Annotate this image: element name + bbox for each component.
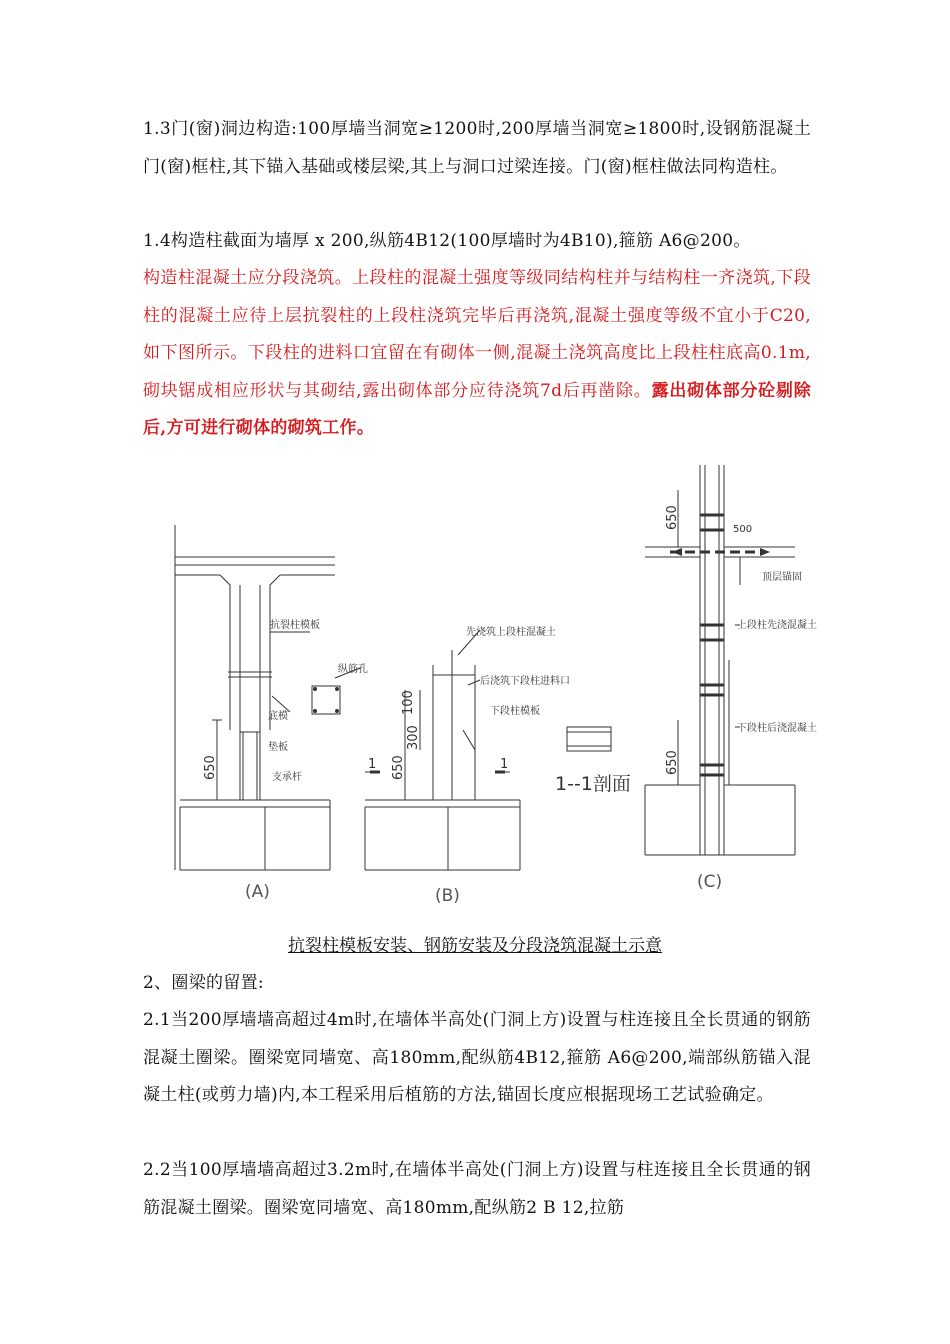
label-pad: 垫板 — [268, 742, 288, 753]
paragraph-1-4: 1.4构造柱截面为墙厚 x 200,纵筋4B12(100厚墙时为4B10),箍筋 A6@200。 — [143, 231, 751, 251]
label-formwork: 抗裂柱模板 — [270, 620, 320, 631]
dim-650-a: 650 — [203, 755, 218, 780]
paragraph-red-note — [143, 260, 811, 448]
label-c-anchor: 顶层锚固 — [762, 572, 802, 583]
dim-300-b: 300 — [406, 725, 421, 750]
label-bottom-form: 底模 — [268, 711, 288, 722]
label-b-top-concrete: 先浇筑上段柱混凝土 — [466, 627, 556, 638]
label-support: 支承杆 — [272, 772, 302, 783]
label-c-bottom-concrete: 下段柱后浇混凝土 — [737, 723, 817, 734]
figure-caption: 抗裂柱模板安装、钢筋安装及分段浇筑混凝土示意 — [288, 936, 662, 956]
label-b-formwork: 下段柱模板 — [490, 706, 540, 717]
label-c-top-concrete: 上段柱先浇混凝土 — [737, 620, 817, 631]
column-figure — [0, 450, 950, 920]
figure-label-b: (B) — [435, 886, 460, 906]
section-label: 1--1剖面 — [555, 773, 631, 795]
section-mark-right: 1 — [500, 757, 509, 772]
label-b-inlet: 后浇筑下段柱进料口 — [480, 676, 570, 687]
dim-650-b: 650 — [391, 755, 406, 780]
red-note-bold: 露出砌体部分砼剔除后,方可进行砌体的砌筑工作。 — [143, 380, 811, 438]
label-rebar-hole: 纵筋孔 — [338, 664, 368, 675]
dim-100-b: 100 — [401, 690, 416, 715]
label-c-500: 500 — [733, 524, 753, 535]
section-mark-left: 1 — [368, 757, 377, 772]
paragraph-1-3: 1.3门(窗)洞边构造:100厚墙当洞宽≥1200时,200厚墙当洞宽≥1800时,设钢筋混凝土门(窗)框柱,其下锚入基础或楼层梁,其上与洞口过梁连接。门(窗)框柱做法同构造柱。 — [143, 119, 811, 177]
red-note-text: 构造柱混凝土应分段浇筑。上段柱的混凝土强度等级同结构柱并与结构柱一齐浇筑,下段柱的混凝土应待上层抗裂柱的上段柱浇筑完毕后再浇筑,混凝土强度等级不宜小于C20,如下图所示。下段柱的进料口宜留在有砌体一侧,混凝土浇筑高度比上段柱柱底高0.1m,砌块锯成相应形状与其砌结,露出砌体部分应待浇筑7d后再凿除。 — [143, 268, 811, 401]
dim-650-c-top: 650 — [665, 505, 680, 530]
paragraph-2-2: 2.2当100厚墙墙高超过3.2m时,在墙体半高处(门洞上方)设置与柱连接且全长贯通的钢筋混凝土圈梁。圈梁宽同墙宽、高180mm,配纵筋2 B 12,拉筋 — [143, 1160, 811, 1218]
section-2-heading: 2、圈梁的留置: — [143, 973, 264, 993]
figure-label-c: (C) — [697, 872, 723, 892]
dim-650-c-bottom: 650 — [665, 750, 680, 775]
paragraph-2-1: 2.1当200厚墙墙高超过4m时,在墙体半高处(门洞上方)设置与柱连接且全长贯通的钢筋混凝土圈梁。圈梁宽同墙宽、高180mm,配纵筋4B12,箍筋 A6@200,端部纵筋锚入混凝土柱(或剪力墙)内,本工程采用后植筋的方法,锚固长度应根据现场工艺试验确定。 — [143, 1010, 811, 1105]
figure-label-a: (A) — [245, 882, 270, 902]
